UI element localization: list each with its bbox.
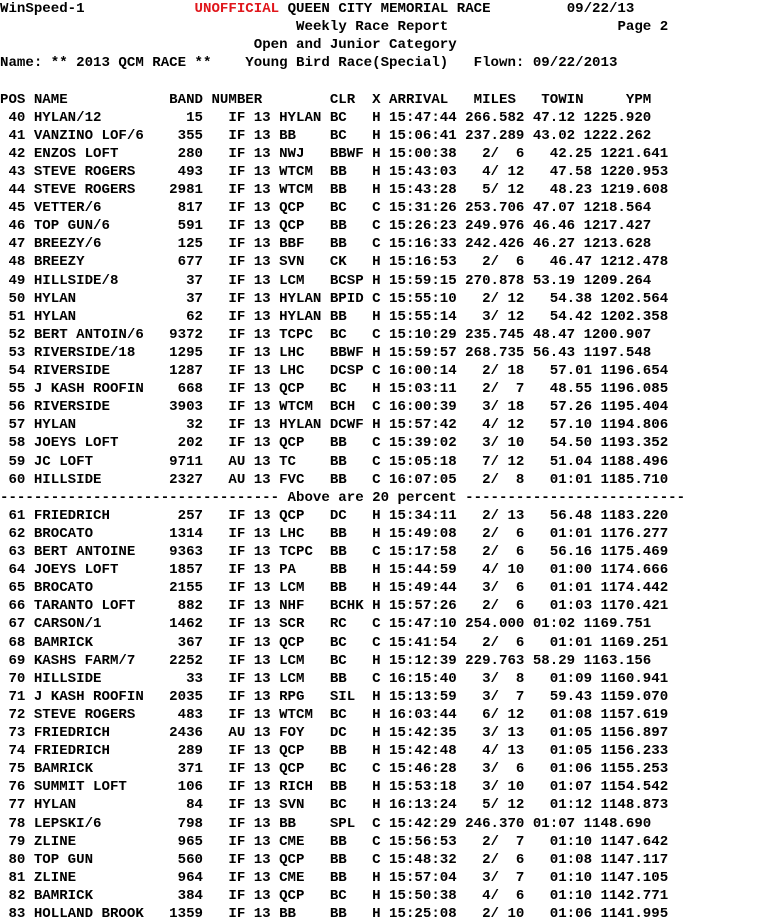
result-row: 48 BREEZY 677 IF 13 SVN CK H 15:16:53 2/ 6 46.47 1212.478	[0, 254, 669, 271]
result-row: 78 LEPSKI/6 798 IF 13 BB SPL C 15:42:29 246.370 01:07 1148.690	[0, 815, 652, 832]
race-title: QUEEN CITY MEMORIAL RACE	[287, 1, 491, 17]
result-row: 57 HYLAN 32 IF 13 HYLAN DCWF H 15:57:42 4/ 12 57.10 1194.806	[0, 417, 669, 434]
result-row: 69 KASHS FARM/7 2252 IF 13 LCM BC H 15:12:39 229.763 58.29 1163.156	[0, 652, 652, 669]
result-row: 50 HYLAN 37 IF 13 HYLAN BPID C 15:55:10 2/ 12 54.38 1202.564	[0, 290, 669, 307]
result-row: 68 BAMRICK 367 IF 13 QCP BC C 15:41:54 2/ 6 01:01 1169.251	[0, 634, 669, 651]
result-row: 56 RIVERSIDE 3903 IF 13 WTCM BCH C 16:00:39 3/ 18 57.26 1195.404	[0, 399, 669, 416]
result-row: 64 JOEYS LOFT 1857 IF 13 PA BB H 15:44:59 4/ 10 01:00 1174.666	[0, 562, 669, 579]
result-row: 71 J KASH ROOFIN 2035 IF 13 RPG SIL H 15:13:59 3/ 7 59.43 1159.070	[0, 688, 669, 705]
header-line-3	[0, 36, 457, 54]
result-row: 70 HILLSIDE 33 IF 13 LCM BB C 16:15:40 3/ 8 01:09 1160.941	[0, 670, 669, 687]
category-title: Open and Junior Category	[253, 37, 457, 54]
result-row: 75 BAMRICK 371 IF 13 QCP BC C 15:46:28 3/ 6 01:06 1155.253	[0, 761, 669, 778]
header-line-2	[0, 18, 668, 36]
result-row: 59 JC LOFT 9711 AU 13 TC BB C 15:05:18 7/ 12 51.04 1188.496	[0, 453, 669, 470]
result-row: 77 HYLAN 84 IF 13 SVN BC H 16:13:24 5/ 12 01:12 1148.873	[0, 797, 669, 814]
name-line: Name: ** 2013 QCM RACE ** Young Bird Race(Special) Flown: 09/22/2013	[0, 55, 618, 72]
unofficial-label: UNOFFICIAL	[194, 1, 280, 17]
result-row: 44 STEVE ROGERS 2981 IF 13 WTCM BB H 15:43:28 5/ 12 48.23 1219.608	[0, 182, 669, 198]
result-row: 54 RIVERSIDE 1287 IF 13 LHC DCSP C 16:00:14 2/ 18 57.01 1196.654	[0, 363, 669, 379]
result-row: 62 BROCATO 1314 IF 13 LHC BB H 15:49:08 2/ 6 01:01 1176.277	[0, 525, 669, 542]
result-row: 83 HOLLAND BROOK 1359 IF 13 BB BB H 15:25:08 2/ 10 01:06 1141.995	[0, 906, 669, 922]
result-row: 40 HYLAN/12 15 IF 13 HYLAN BC H 15:47:44 266.582 47.12 1225.920	[0, 109, 652, 126]
result-row: 67 CARSON/1 1462 IF 13 SCR RC C 15:47:10 254.000 01:02 1169.751	[0, 616, 652, 633]
page-number: Page 2	[617, 19, 669, 36]
result-row: 43 STEVE ROGERS 493 IF 13 WTCM BB H 15:43:03 4/ 12 47.58 1220.953	[0, 163, 669, 180]
twenty-percent-divider: --------------------------------- Above are 20 percent --------------------------	[0, 489, 686, 506]
result-row: 61 FRIEDRICH 257 IF 13 QCP DC H 15:34:11 2/ 13 56.48 1183.220	[0, 507, 669, 524]
header-line-1	[0, 0, 634, 18]
result-row: 58 JOEYS LOFT 202 IF 13 QCP BB C 15:39:02 3/ 10 54.50 1193.352	[0, 435, 669, 452]
result-row: 79 ZLINE 965 IF 13 CME BB C 15:56:53 2/ 7 01:10 1147.642	[0, 833, 669, 850]
result-row: 76 SUMMIT LOFT 106 IF 13 RICH BB H 15:53:18 3/ 10 01:07 1154.542	[0, 779, 669, 796]
result-row: 63 BERT ANTOINE 9363 IF 13 TCPC BB C 15:17:58 2/ 6 56.16 1175.469	[0, 544, 669, 560]
program-name: WinSpeed-1	[0, 1, 85, 17]
result-row: 41 VANZINO LOF/6 355 IF 13 BB BC H 15:06:41 237.289 43.02 1222.262	[0, 127, 652, 144]
result-row: 46 TOP GUN/6 591 IF 13 QCP BB C 15:26:23 249.976 46.46 1217.427	[0, 218, 652, 235]
result-row: 72 STEVE ROGERS 483 IF 13 WTCM BC H 16:03:44 6/ 12 01:08 1157.619	[0, 706, 669, 723]
column-headers: POS NAME BAND NUMBER CLR X ARRIVAL MILES TOWIN YPM	[0, 91, 652, 108]
result-row: 74 FRIEDRICH 289 IF 13 QCP BB H 15:42:48 4/ 13 01:05 1156.233	[0, 743, 669, 760]
result-row: 60 HILLSIDE 2327 AU 13 FVC BB C 16:07:05 2/ 8 01:01 1185.710	[0, 471, 669, 488]
result-row: 82 BAMRICK 384 IF 13 QCP BC H 15:50:38 4/ 6 01:10 1142.771	[0, 887, 669, 904]
result-row: 45 VETTER/6 817 IF 13 QCP BC C 15:31:26 253.706 47.07 1218.564	[0, 200, 652, 217]
result-row: 52 BERT ANTOIN/6 9372 IF 13 TCPC BC C 15:10:29 235.745 48.47 1200.907	[0, 326, 652, 343]
result-row: 65 BROCATO 2155 IF 13 LCM BB H 15:49:44 3/ 6 01:01 1174.442	[0, 580, 669, 597]
result-row: 51 HYLAN 62 IF 13 HYLAN BB H 15:55:14 3/ 12 54.42 1202.358	[0, 308, 669, 325]
result-row: 66 TARANTO LOFT 882 IF 13 NHF BCHK H 15:57:26 2/ 6 01:03 1170.421	[0, 598, 669, 615]
report-title: Weekly Race Report	[296, 19, 449, 36]
result-row: 42 ENZOS LOFT 280 IF 13 NWJ BBWF H 15:00:38 2/ 6 42.25 1221.641	[0, 145, 669, 162]
result-row: 81 ZLINE 964 IF 13 CME BB H 15:57:04 3/ 7 01:10 1147.105	[0, 869, 669, 886]
report-date: 09/22/13	[566, 1, 635, 17]
result-row: 47 BREEZY/6 125 IF 13 BBF BB C 15:16:33 242.426 46.27 1213.628	[0, 236, 652, 253]
result-row: 55 J KASH ROOFIN 668 IF 13 QCP BC H 15:03:11 2/ 7 48.55 1196.085	[0, 381, 669, 398]
result-row: 73 FRIEDRICH 2436 AU 13 FOY DC H 15:42:35 3/ 13 01:05 1156.897	[0, 725, 669, 741]
result-row: 49 HILLSIDE/8 37 IF 13 LCM BCSP H 15:59:15 270.878 53.19 1209.264	[0, 272, 652, 289]
result-row: 80 TOP GUN 560 IF 13 QCP BB C 15:48:32 2/ 6 01:08 1147.117	[0, 851, 669, 868]
result-row: 53 RIVERSIDE/18 1295 IF 13 LHC BBWF H 15:59:57 268.735 56.43 1197.548	[0, 344, 652, 361]
